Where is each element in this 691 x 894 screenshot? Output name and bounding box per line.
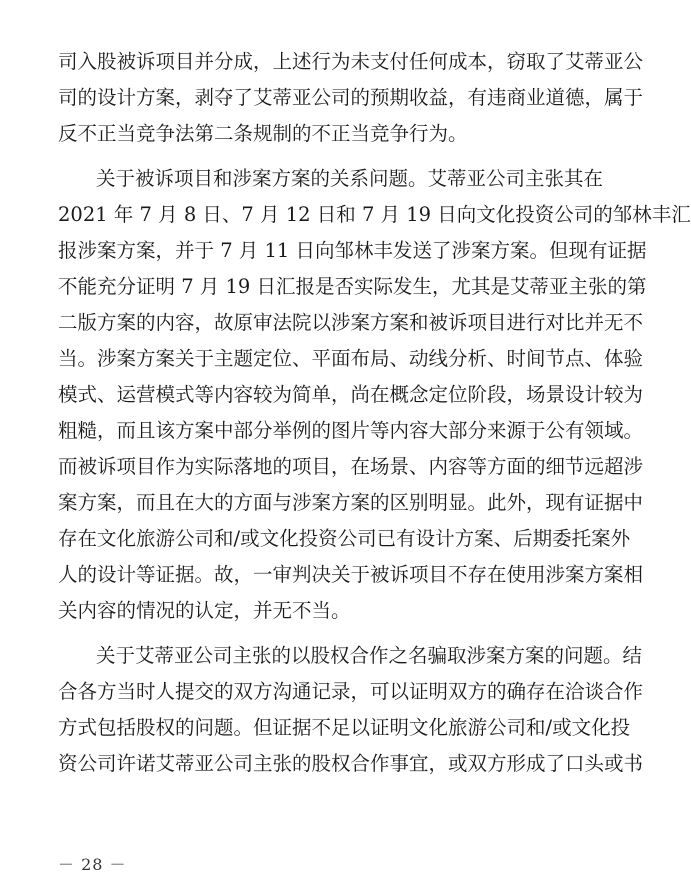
text-line: 二版方案的内容，故原审法院以涉案方案和被诉项目进行对比并无不 <box>58 311 644 334</box>
text-line: 合各方当时人提交的双方沟通记录，可以证明双方的确存在洽谈合作 <box>58 680 644 703</box>
paragraph-gap <box>58 629 596 638</box>
text-line: 不能充分证明 7 月 19 日汇报是否实际发生，尤其是艾蒂亚主张的第 <box>58 275 647 298</box>
text-line: 人的设计等证据。故，一审判决关于被诉项目不存在使用涉案方案相 <box>58 563 644 586</box>
paragraph-gap <box>58 152 596 161</box>
text-line: 司入股被诉项目并分成，上述行为未支付任何成本，窃取了艾蒂亚公 <box>58 50 644 73</box>
text-line: 报涉案方案，并于 7 月 11 日向邹林丰发送了涉案方案。但现有证据 <box>58 239 647 262</box>
text-line: 粗糙，而且该方案中部分举例的图片等内容大部分来源于公有领域。 <box>58 419 644 442</box>
page-number: － 28 － <box>58 855 127 874</box>
text-line: 关内容的情况的认定，并无不当。 <box>58 599 351 622</box>
text-line: 模式、运营模式等内容较为简单，尚在概念定位阶段，场景设计较为 <box>58 383 644 406</box>
text-line: 关于艾蒂亚公司主张的以股权合作之名骗取涉案方案的问题。结 <box>96 644 643 667</box>
text-line: 而被诉项目作为实际落地的项目，在场景、内容等方面的细节远超涉 <box>58 455 644 478</box>
text-line: 反不正当竞争法第二条规制的不正当竞争行为。 <box>58 122 468 145</box>
paragraph <box>58 44 644 152</box>
text-line: 案方案，而且在大的方面与涉案方案的区别明显。此外，现有证据中 <box>58 491 644 514</box>
paragraph <box>58 161 691 629</box>
text-line: 当。涉案方案关于主题定位、平面布局、动线分析、时间节点、体验 <box>58 347 644 370</box>
text-line: 司的设计方案，剥夺了艾蒂亚公司的预期收益，有违商业道德，属于 <box>58 86 644 109</box>
text-line: 关于被诉项目和涉案方案的关系问题。艾蒂亚公司主张其在 <box>96 167 604 190</box>
paragraph <box>58 638 644 782</box>
text-line: 存在文化旅游公司和/或文化投资公司已有设计方案、后期委托案外 <box>58 527 631 550</box>
text-line: 资公司许诺艾蒂亚公司主张的股权合作事宜，或双方形成了口头或书 <box>58 752 644 775</box>
text-line: 2021 年 7 月 8 日、7 月 12 日和 7 月 19 日向文化投资公司的邹林丰汇 <box>58 203 691 226</box>
text-line: 方式包括股权的问题。但证据不足以证明文化旅游公司和/或文化投 <box>58 716 631 739</box>
document-body <box>58 44 691 782</box>
